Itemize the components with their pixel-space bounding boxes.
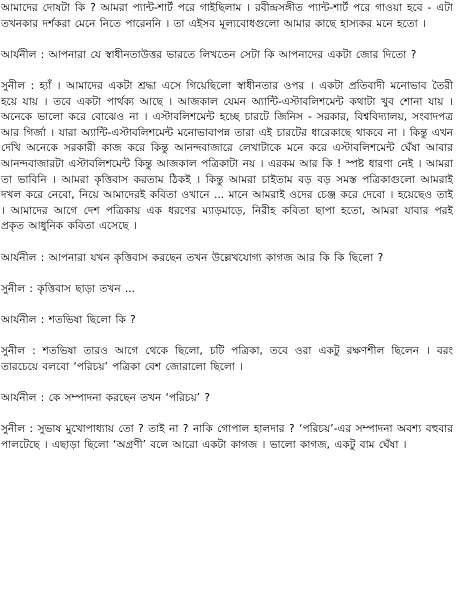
paragraph-answer-sunil: সুনীল : কৃত্তিবাস ছাড়া তখন ... — [1, 282, 135, 295]
paragraph-question-aryanil: আর্যনীল : আপনারা যখন কৃত্তিবাস করছেন তখন উল্লেখযোগ্য কাগজ আর কি কি ছিলো ? — [1, 251, 384, 264]
paragraph-question-aryanil: আর্যনীল : আপনারা যে স্বাধীনতাউত্তর ভারতে লিখতেন সেটা কি আপনাদের একটা জোর দিতো ? — [1, 48, 417, 61]
paragraph-gap — [1, 297, 453, 313]
paragraph-gap — [1, 63, 453, 79]
paragraph-gap — [1, 266, 453, 282]
paragraph-question-aryanil: আর্যনীল : কে সম্পাদনা করছেন তখন ‘পরিচয়’ ? — [1, 391, 210, 404]
paragraph-answer-sunil: সুনীল : হ্যাঁ । আমাদের একটা শ্রদ্ধা এসে গিয়েছিলো স্বাধীনতার ওপর । একটা প্রতিবাদী মনোভাব তৈরী হয়ে যায় । তবে একটা পার্থক্য আছে । আজকাল যেমন অ্যান্টি-এস্টাবলিশমেন্ট কথাটা খুব শোনা যায় । অনেকে ভালো করে বোঝেও না । এস্টাবলিশমেন্ট হচ্ছে চারটে জিনিস - সরকার, বিশ্ববিদ্যালয়, সংবাদপত্র আর গির্জা । যারা অ্যান্টি-এস্টাবলিশমেন্ট মনোভাবাপন্ন তারা এই চারটের ধারেকাছে থাকবে না । কিন্তু এখন দেখি অনেকে সরকারী কাজ করে কিন্তু আনন্দবাজারে লেখাটাকে মনে করে এস্টাবলিশমেন্ট ঘেঁষা আবার আনন্দবাজারটা এস্টাবলিশমেন্ট কিন্তু আজকাল পত্রিকাটা নয় । এরকম আর কি ! স্পষ্ট ধারণা নেই । আমরা তা ভাবিনি । আমরা কৃত্তিবাস করতাম ঠিকই । কিন্তু আমরা চাইতাম বড় বড় সমস্ত পত্রিকাগুলো আমরাই দখল করে নেবো, নিয়ে আমাদেরই কবিতা ওখানে ... মানে আমরাই ওদের চেঞ্জ করে দেবো । হয়েছেও তাই । আমাদের আগে দেশ পত্রিকায় এক ধরণের ম্যাড়মাড়ে, নিরীহ কবিতা ছাপা হতো, আমরা যাবার পরই প্রকৃত আধুনিক কবিতা এসেছে । — [1, 79, 453, 233]
paragraph-gap — [1, 235, 453, 251]
paragraph-answer-sunil: সুনীল : সুভাষ মুখোপাধ্যায় তো ? তাই না ? নাকি গোপাল হালদার ? ‘পরিচয়’-এর সম্পাদনা অবশ্য বহুবার পালটেছে । এছাড়া ছিলো ‘অগ্রণী’ বলে আরো একটা কাগজ । ভালো কাগজ, একটু বাম ঘেঁষা । — [1, 423, 453, 451]
paragraph-gap — [1, 375, 453, 391]
paragraph-gap — [1, 328, 453, 344]
paragraph-question-aryanil: আর্যনীল : শতভিষা ছিলো কি ? — [1, 313, 136, 326]
paragraph-gap — [1, 406, 453, 422]
paragraph-continuation: আমাদের দোষটা কি ? আমরা প্যান্ট-শার্ট পরে গাইছিলাম । রবীন্দ্রসঙ্গীত প্যান্ট-শার্ট পরে গাওয়া হবে - এটা তখনকার দর্শকরা মেনে নিতে পারেননি । তা এইসব মূল্যবোধগুলো আমার কাছে হাস্যকর মনে হতো । — [1, 2, 453, 30]
paragraph-gap — [1, 32, 453, 48]
paragraph-answer-sunil: সুনীল : শতভিষা তারও আগে থেকে ছিলো, চটি পত্রিকা, তবে ওরা একটু রক্ষণশীল ছিলেন । বরং তারচেয়ে বলবো ‘পরিচয়’ পত্রিকা বেশ জোরালো ছিলো । — [1, 345, 453, 373]
